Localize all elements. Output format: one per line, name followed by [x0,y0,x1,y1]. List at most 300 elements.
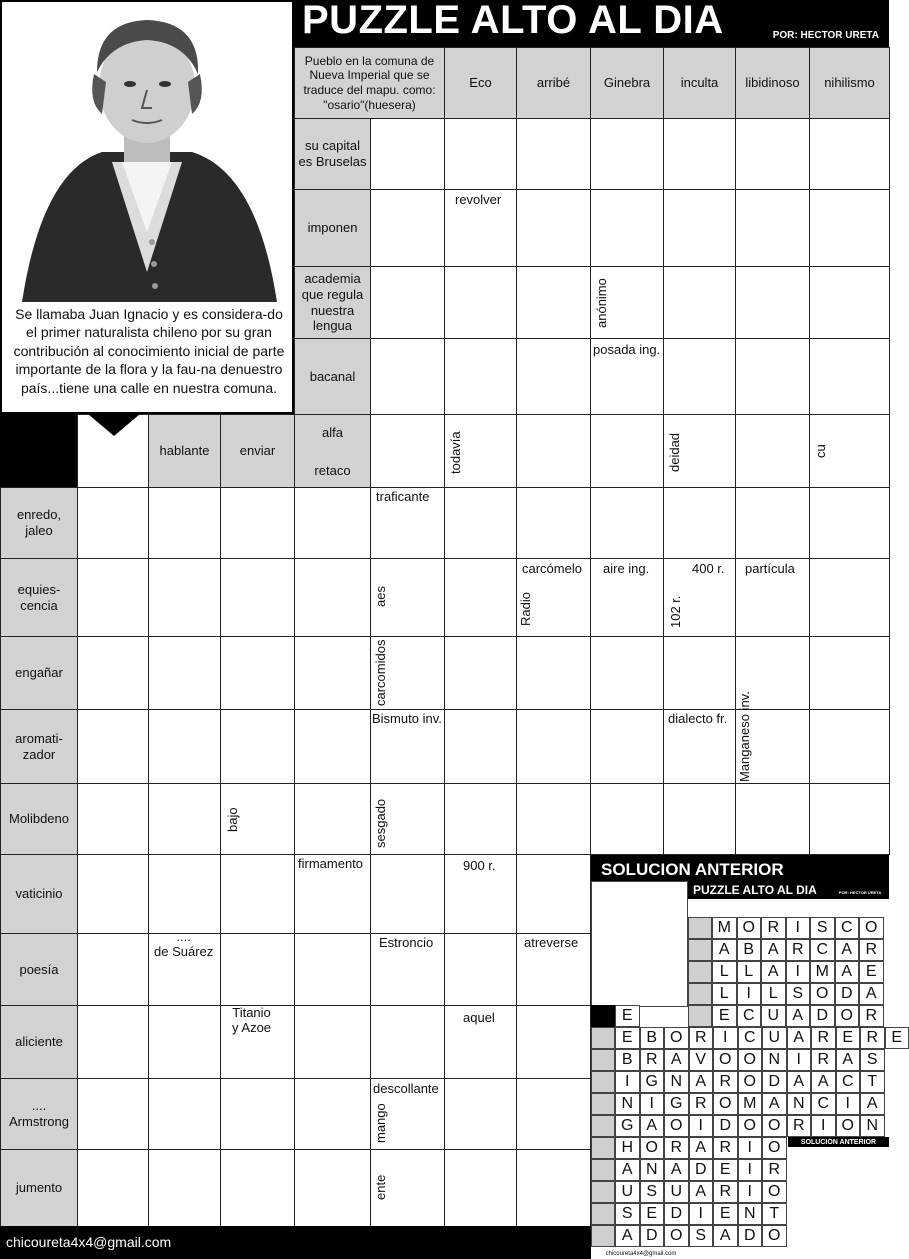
clue-cell: su capital es Bruselas [294,118,371,190]
clue-text: retaco [314,463,351,479]
mini-letter-cell: U [761,1005,786,1027]
mini-letter-cell: G [664,1093,689,1115]
mini-letter-cell: H [615,1137,640,1159]
mini-letter-cell: O [738,1049,763,1071]
mini-letter-cell: E [713,1159,738,1181]
mini-letter-cell: A [836,1049,861,1071]
answer-cell[interactable] [444,266,517,339]
answer-cell[interactable] [294,933,371,1006]
answer-cell[interactable] [77,1005,149,1079]
mini-letter-cell: A [811,1071,836,1093]
mini-letter-cell: B [737,939,762,961]
mini-clue-cell [688,961,712,983]
answer-cell[interactable] [809,338,890,415]
inline-clue: carcómelo [522,561,582,576]
inline-clue: deidad [667,432,682,472]
answer-cell[interactable] [444,118,517,190]
answer-cell[interactable] [516,1078,591,1150]
mini-letter-cell: R [859,1005,884,1027]
mini-letter-cell: O [738,1071,763,1093]
mini-letter-cell: R [689,1093,714,1115]
mini-letter-cell: E [615,1027,640,1049]
inline-clue: firmamento [298,856,364,871]
answer-cell[interactable] [370,1005,445,1079]
answer-cell[interactable] [220,1149,295,1227]
answer-cell[interactable] [590,118,664,190]
mini-portrait-box [591,881,688,1007]
mini-letter-cell: D [810,1005,835,1027]
inline-clue: descollante [373,1081,439,1096]
inline-clue: ente [373,1174,388,1200]
mini-letter-cell: D [738,1225,763,1247]
mini-letter-cell: C [738,1027,763,1049]
answer-cell[interactable] [444,558,517,637]
clue-cell: enredo, jaleo [0,487,78,559]
mini-title: PUZZLE ALTO AL DIA [693,883,817,897]
mini-letter-cell: A [689,1181,714,1203]
answer-cell[interactable] [809,558,890,637]
mini-letter-cell: A [664,1049,689,1071]
mini-letter-cell: E [712,1005,737,1027]
answer-cell[interactable] [370,189,445,267]
puzzle-title: PUZZLE ALTO AL DIA [302,0,724,42]
mini-letter-cell: O [810,983,835,1005]
answer-cell[interactable] [809,783,890,855]
answer-cell[interactable] [663,636,736,710]
mini-letter-cell: O [664,1115,689,1137]
answer-cell[interactable] [148,1078,221,1150]
mini-letter-cell: I [787,1049,812,1071]
mini-letter-cell: I [689,1203,714,1225]
answer-cell[interactable] [444,709,517,784]
mini-letter-cell: E [713,1203,738,1225]
mini-letter-cell: R [787,1115,812,1137]
inline-clue: aire ing. [603,561,650,576]
answer-cell[interactable] [809,118,890,190]
answer-cell[interactable] [294,783,371,855]
answer-cell[interactable] [735,189,810,267]
answer-cell[interactable] [444,338,517,415]
mini-letter-cell: R [860,1027,885,1049]
clue-cell: engañar [0,636,78,710]
mini-letter-cell: N [860,1115,885,1137]
mini-letter-cell: O [640,1137,665,1159]
mini-letter-cell: U [664,1181,689,1203]
mini-letter-cell: A [640,1115,665,1137]
answer-cell[interactable] [148,783,221,855]
mini-letter-cell: I [786,961,811,983]
mini-letter-cell: M [738,1093,763,1115]
answer-cell[interactable] [663,189,736,267]
corner-cell [77,414,149,488]
inline-clue: todavía [448,431,463,474]
clue-cell: bacanal [294,338,371,415]
inline-clue: cu [813,444,828,458]
answer-cell[interactable] [370,338,445,415]
answer-cell[interactable] [148,1149,221,1227]
answer-cell[interactable] [148,636,221,710]
inline-clue: Bismuto inv. [372,711,442,726]
mini-letter-cell: A [787,1027,812,1049]
answer-cell[interactable] [516,118,591,190]
mini-letter-cell: L [737,961,762,983]
mini-letter-cell: R [713,1181,738,1203]
mini-letter-cell: R [640,1049,665,1071]
mini-letter-cell: E [859,961,884,983]
mini-letter-cell: I [738,1181,763,1203]
answer-cell[interactable] [809,636,890,710]
answer-cell[interactable] [220,854,295,934]
answer-cell[interactable] [220,1078,295,1150]
answer-cell[interactable] [590,487,664,559]
answer-cell[interactable] [735,338,810,415]
answer-cell[interactable] [77,487,149,559]
mini-clue-cell [688,983,712,1005]
mini-letter-cell: E [615,1005,640,1027]
answer-cell[interactable] [663,266,736,339]
answer-cell[interactable] [77,1149,149,1227]
clue-cell: nihilismo [809,47,890,119]
answer-cell[interactable] [294,1005,371,1079]
answer-cell[interactable] [516,338,591,415]
answer-cell[interactable] [294,1149,371,1227]
answer-cell[interactable] [148,854,221,934]
clue-cell: aromati-zador [0,709,78,784]
clue-cell: jumento [0,1149,78,1227]
answer-cell[interactable] [77,854,149,934]
mini-clue-cell [591,1159,615,1181]
mini-letter-cell: A [713,1225,738,1247]
answer-cell[interactable] [590,414,664,488]
answer-cell[interactable] [809,189,890,267]
answer-cell[interactable] [590,709,664,784]
title-banner [294,0,889,47]
clue-cell: Eco [444,47,517,119]
mini-letter-cell: A [689,1137,714,1159]
mini-letter-cell: T [762,1203,787,1225]
inline-clue: Titanio y Azoe [232,1005,272,1035]
answer-cell[interactable] [516,783,591,855]
answer-cell[interactable] [148,709,221,784]
mini-letter-cell: I [738,1137,763,1159]
mini-letter-cell: S [615,1203,640,1225]
mini-title-bar [688,881,889,899]
inline-clue: revolver [455,192,502,207]
clue-cell: imponen [294,189,371,267]
answer-cell[interactable] [444,1149,517,1227]
mini-letter-cell: R [762,1159,787,1181]
inline-clue: bajo [225,807,240,832]
clue-cell: Pueblo en la comuna de Nueva Imperial que se traduce del mapu. como: "osario"(huesera) [294,47,445,119]
mini-letter-cell: E [885,1027,909,1049]
mini-letter-cell: L [712,983,737,1005]
mini-letter-cell: G [640,1071,665,1093]
answer-cell[interactable] [663,338,736,415]
inline-clue: sesgado [373,798,388,848]
mini-letter-cell: N [762,1049,787,1071]
mini-letter-cell: O [762,1181,787,1203]
answer-cell[interactable] [516,636,591,710]
answer-cell[interactable] [735,266,810,339]
mini-letter-cell: A [786,1005,811,1027]
mini-letter-cell: I [786,917,811,939]
answer-cell[interactable] [220,558,295,637]
mini-letter-cell: I [713,1027,738,1049]
mini-letter-cell: E [640,1203,665,1225]
mini-letter-cell: O [762,1115,787,1137]
answer-cell[interactable] [516,1149,591,1227]
inline-clue: Radio [518,592,533,626]
clue-cell: Molibdeno [0,783,78,855]
mini-letter-cell: A [835,939,860,961]
mini-letter-cell: G [615,1115,640,1137]
mini-letter-cell: U [615,1181,640,1203]
mini-letter-cell: S [689,1225,714,1247]
mini-letter-cell: A [787,1071,812,1093]
mini-letter-cell: I [615,1071,640,1093]
clue-cell: libidinoso [735,47,810,119]
mini-letter-cell: A [615,1159,640,1181]
clue-cell: hablante [148,414,221,488]
answer-cell[interactable] [735,487,810,559]
inline-clue: 900 r. [463,858,496,873]
mini-email: chicoureta4x4@gmail.com [591,1249,691,1259]
clue-cell: .... Armstrong [0,1078,78,1150]
answer-cell[interactable] [444,783,517,855]
inline-clue: .... de Suárez [154,929,214,959]
answer-cell[interactable] [663,783,736,855]
clue-cell: academia que regula nuestra lengua [294,266,371,339]
mini-letter-cell: B [615,1049,640,1071]
answer-cell[interactable] [77,709,149,784]
answer-cell[interactable] [294,1078,371,1150]
previous-solution-panel [591,855,903,1259]
answer-cell[interactable] [148,1005,221,1079]
mini-letter-cell: C [810,939,835,961]
mini-letter-cell: O [762,1137,787,1159]
mini-clue-cell [688,939,712,961]
mini-solution-label: SOLUCION ANTERIOR [788,1137,889,1147]
answer-cell[interactable] [294,636,371,710]
answer-cell[interactable] [77,783,149,855]
inline-clue: Manganeso inv. [737,691,752,782]
answer-cell[interactable] [516,266,591,339]
mini-letter-cell: D [713,1115,738,1137]
inline-clue: carcomidos [373,639,388,706]
answer-cell[interactable] [516,1005,591,1079]
answer-cell[interactable] [444,1078,517,1150]
answer-cell[interactable] [516,709,591,784]
mini-letter-cell: I [738,1159,763,1181]
portrait-illustration [2,2,292,302]
mini-letter-cell: B [640,1027,665,1049]
previous-solution-heading: SOLUCION ANTERIOR [591,855,889,881]
answer-cell[interactable] [294,487,371,559]
mini-letter-cell: R [713,1137,738,1159]
mini-clue-cell [591,1181,615,1203]
clue-cell: enviar [220,414,295,488]
inline-clue: atreverse [524,935,579,950]
answer-cell[interactable] [220,709,295,784]
mini-letter-cell: O [836,1115,861,1137]
mini-letter-cell: I [640,1093,665,1115]
answer-cell[interactable] [809,266,890,339]
mini-letter-cell: I [836,1093,861,1115]
mini-letter-cell: U [762,1027,787,1049]
mini-letter-cell: A [761,961,786,983]
mini-letter-cell: I [811,1115,836,1137]
mini-letter-cell: A [761,939,786,961]
mini-letter-cell: D [835,983,860,1005]
mini-letter-cell: A [835,961,860,983]
answer-cell[interactable] [444,487,517,559]
mini-clue-cell [591,1027,615,1049]
inline-clue: partícula [745,561,795,576]
mini-clue-cell [591,1071,615,1093]
mini-black-cell [591,1005,615,1027]
mini-letter-cell: A [859,983,884,1005]
mini-letter-cell: O [713,1093,738,1115]
mini-letter-cell: D [689,1159,714,1181]
answer-cell[interactable] [148,558,221,637]
answer-cell[interactable] [663,118,736,190]
mini-letter-cell: E [836,1027,861,1049]
clue-cell: equies-cencia [0,558,78,637]
mini-letter-cell: C [835,917,860,939]
clue-cell: aliciente [0,1005,78,1079]
answer-cell[interactable] [444,933,517,1006]
answer-cell[interactable] [370,414,445,488]
mini-letter-cell: C [836,1071,861,1093]
answer-cell[interactable] [370,118,445,190]
answer-cell[interactable] [809,709,890,784]
mini-letter-cell: S [640,1181,665,1203]
answer-cell[interactable] [77,933,149,1006]
bio-text: Se llamaba Juan Ignacio y es considera-do el primer naturalista chileno por su gran contribución al conocimiento inicial de parte importante de la flora y la fau-na denuestro país...tiene una calle en nuestra comuna. [13,306,285,396]
mini-clue-cell [591,1203,615,1225]
answer-cell[interactable] [220,933,295,1006]
answer-cell[interactable] [735,414,810,488]
mini-letter-cell: N [615,1093,640,1115]
mini-letter-cell: R [786,939,811,961]
mini-letter-cell: N [640,1159,665,1181]
clue-cell: poesía [0,933,78,1006]
mini-letter-cell: R [859,939,884,961]
answer-cell[interactable] [590,783,664,855]
mini-letter-cell: R [761,917,786,939]
mini-letter-cell: C [737,1005,762,1027]
inline-clue: anónimo [594,278,609,328]
answer-cell[interactable] [77,1078,149,1150]
mini-letter-cell: L [712,961,737,983]
answer-cell[interactable] [809,487,890,559]
clue-cell: Ginebra [590,47,664,119]
mini-letter-cell: C [811,1093,836,1115]
mini-letter-cell: O [859,917,884,939]
clue-cell-double [294,414,371,488]
answer-cell[interactable] [735,783,810,855]
inline-clue: posada ing. [593,342,661,357]
mini-letter-cell: O [664,1027,689,1049]
clue-cell: arribé [516,47,591,119]
mini-letter-cell: D [640,1225,665,1247]
mini-letter-cell: M [712,917,737,939]
mini-letter-cell: R [811,1049,836,1071]
mini-clue-cell [688,1005,712,1027]
mini-letter-cell: N [738,1203,763,1225]
mini-letter-cell: O [664,1225,689,1247]
inline-clue: aquel [463,1010,495,1025]
answer-cell[interactable] [220,487,295,559]
answer-cell[interactable] [77,558,149,637]
mini-clue-cell [591,1137,615,1159]
mini-letter-cell: O [738,1115,763,1137]
mini-letter-cell: L [761,983,786,1005]
answer-cell[interactable] [444,636,517,710]
mini-letter-cell: O [737,917,762,939]
mini-letter-cell: A [664,1159,689,1181]
inline-clue: dialecto fr. [668,711,728,726]
mini-letter-cell: R [689,1027,714,1049]
mini-letter-cell: D [664,1203,689,1225]
answer-cell[interactable] [294,558,371,637]
answer-cell[interactable] [370,854,445,934]
answer-cell[interactable] [663,487,736,559]
mini-letter-cell: S [810,917,835,939]
answer-cell[interactable] [516,189,591,267]
mini-letter-cell: D [762,1071,787,1093]
answer-cell[interactable] [77,636,149,710]
mini-letter-cell: A [689,1071,714,1093]
answer-cell[interactable] [220,636,295,710]
answer-cell[interactable] [735,118,810,190]
mini-letter-cell: R [664,1137,689,1159]
mini-clue-cell [591,1093,615,1115]
mini-letter-cell: A [860,1093,885,1115]
answer-cell[interactable] [516,414,591,488]
answer-cell[interactable] [370,266,445,339]
inline-clue: aes [373,586,388,607]
clue-text: alfa [322,425,343,440]
mini-letter-cell: S [860,1049,885,1071]
mini-byline: POR: HECTOR URETA [838,890,882,895]
answer-cell[interactable] [294,709,371,784]
inline-clue: traficante [376,489,430,504]
answer-cell[interactable] [590,636,664,710]
footer-email: chicoureta4x4@gmail.com [0,1226,591,1259]
mini-letter-cell: N [787,1093,812,1115]
clue-cell: vaticinio [0,854,78,934]
answer-cell[interactable] [148,487,221,559]
inline-clue: mango [373,1103,388,1143]
answer-cell[interactable] [516,487,591,559]
mini-clue-cell [591,1225,615,1247]
black-cell [0,414,78,488]
mini-letter-cell: M [810,961,835,983]
mini-clue-cell [688,917,712,939]
portrait-panel [0,0,294,414]
mini-letter-cell: A [712,939,737,961]
mini-letter-cell: T [860,1071,885,1093]
mini-clue-cell [591,1115,615,1137]
inline-clue: Estroncio [379,935,434,950]
mini-letter-cell: A [762,1093,787,1115]
mini-letter-cell: S [786,983,811,1005]
answer-cell[interactable] [516,854,591,934]
mini-letter-cell: R [713,1071,738,1093]
answer-cell[interactable] [590,189,664,267]
mini-letter-cell: I [689,1115,714,1137]
